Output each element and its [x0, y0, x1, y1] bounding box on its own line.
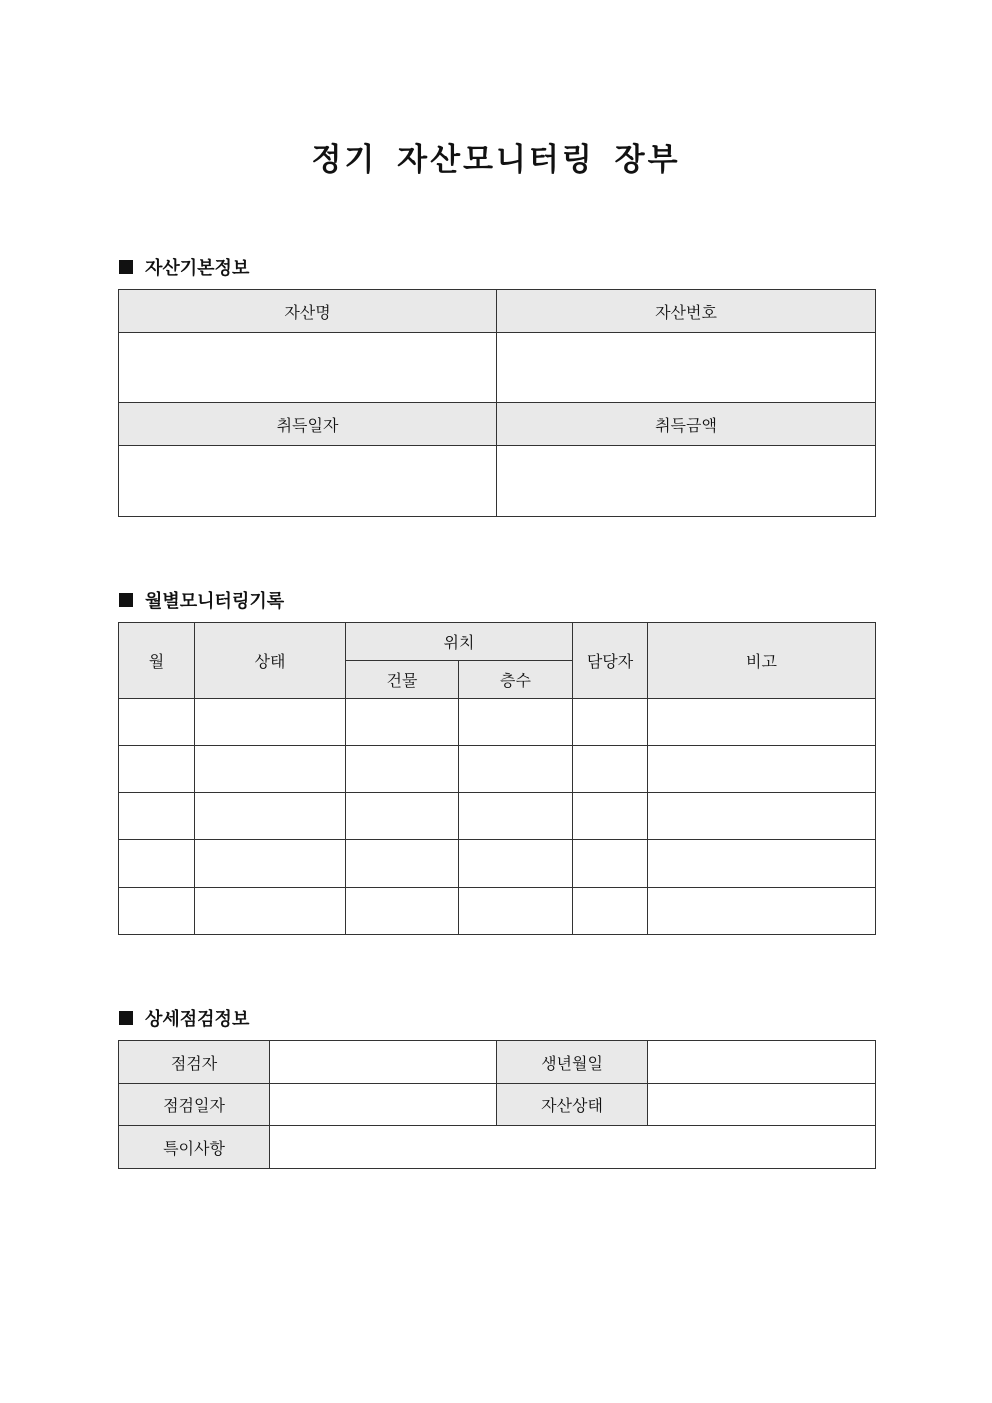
header-location: 위치 — [346, 623, 573, 661]
inspector-field[interactable] — [270, 1041, 497, 1084]
section-heading-basic-info — [119, 254, 249, 280]
asset-number-label: 자산번호 — [497, 290, 876, 333]
monthly-record-table — [118, 622, 876, 935]
birthdate-field[interactable] — [648, 1041, 876, 1084]
inspector-label: 점검자 — [119, 1041, 270, 1084]
floor-cell[interactable] — [459, 793, 573, 840]
month-cell[interactable] — [119, 699, 195, 746]
remarks-cell[interactable] — [648, 746, 876, 793]
special-notes-label: 특이사항 — [119, 1126, 270, 1169]
section-title: 상세점검정보 — [145, 1009, 250, 1030]
header-remarks: 비고 — [648, 623, 876, 699]
bullet-square-icon — [119, 593, 133, 607]
building-cell[interactable] — [346, 793, 459, 840]
section-heading-monthly-record — [119, 587, 284, 613]
remarks-cell[interactable] — [648, 840, 876, 888]
month-cell[interactable] — [119, 840, 195, 888]
table-row — [119, 793, 876, 840]
acquisition-amount-field[interactable] — [497, 446, 876, 517]
header-building: 건물 — [346, 661, 459, 699]
floor-cell[interactable] — [459, 888, 573, 935]
bullet-square-icon — [119, 260, 133, 274]
table-row — [119, 699, 876, 746]
status-cell[interactable] — [195, 840, 346, 888]
birthdate-label: 생년월일 — [497, 1041, 648, 1084]
header-status: 상태 — [195, 623, 346, 699]
month-cell[interactable] — [119, 746, 195, 793]
building-cell[interactable] — [346, 746, 459, 793]
status-cell[interactable] — [195, 888, 346, 935]
acquisition-date-field[interactable] — [119, 446, 497, 517]
table-row — [119, 746, 876, 793]
acquisition-date-label: 취득일자 — [119, 403, 497, 446]
section-title: 월별모니터링기록 — [145, 591, 285, 612]
building-cell[interactable] — [346, 888, 459, 935]
floor-cell[interactable] — [459, 746, 573, 793]
asset-status-field[interactable] — [648, 1084, 876, 1126]
month-cell[interactable] — [119, 888, 195, 935]
building-cell[interactable] — [346, 840, 459, 888]
header-manager: 담당자 — [573, 623, 648, 699]
status-cell[interactable] — [195, 699, 346, 746]
month-cell[interactable] — [119, 793, 195, 840]
asset-number-field[interactable] — [497, 333, 876, 403]
building-cell[interactable] — [346, 699, 459, 746]
remarks-cell[interactable] — [648, 699, 876, 746]
header-month: 월 — [119, 623, 195, 699]
table-row — [119, 840, 876, 888]
inspection-date-label: 점검일자 — [119, 1084, 270, 1126]
status-cell[interactable] — [195, 793, 346, 840]
remarks-cell[interactable] — [648, 888, 876, 935]
manager-cell[interactable] — [573, 699, 648, 746]
table-row — [119, 888, 876, 935]
asset-status-label: 자산상태 — [497, 1084, 648, 1126]
section-heading-inspection — [119, 1005, 249, 1031]
document-title: 정기 자산모니터링 장부 — [311, 142, 681, 178]
asset-name-label: 자산명 — [119, 290, 497, 333]
manager-cell[interactable] — [573, 746, 648, 793]
asset-name-field[interactable] — [119, 333, 497, 403]
basic-info-table — [118, 289, 876, 517]
status-cell[interactable] — [195, 746, 346, 793]
special-notes-field[interactable] — [270, 1126, 876, 1169]
manager-cell[interactable] — [573, 840, 648, 888]
manager-cell[interactable] — [573, 793, 648, 840]
inspection-date-field[interactable] — [270, 1084, 497, 1126]
section-title: 자산기본정보 — [145, 258, 250, 279]
inspection-table — [118, 1040, 876, 1169]
header-floor: 층수 — [459, 661, 573, 699]
remarks-cell[interactable] — [648, 793, 876, 840]
manager-cell[interactable] — [573, 888, 648, 935]
floor-cell[interactable] — [459, 699, 573, 746]
bullet-square-icon — [119, 1011, 133, 1025]
floor-cell[interactable] — [459, 840, 573, 888]
acquisition-amount-label: 취득금액 — [497, 403, 876, 446]
